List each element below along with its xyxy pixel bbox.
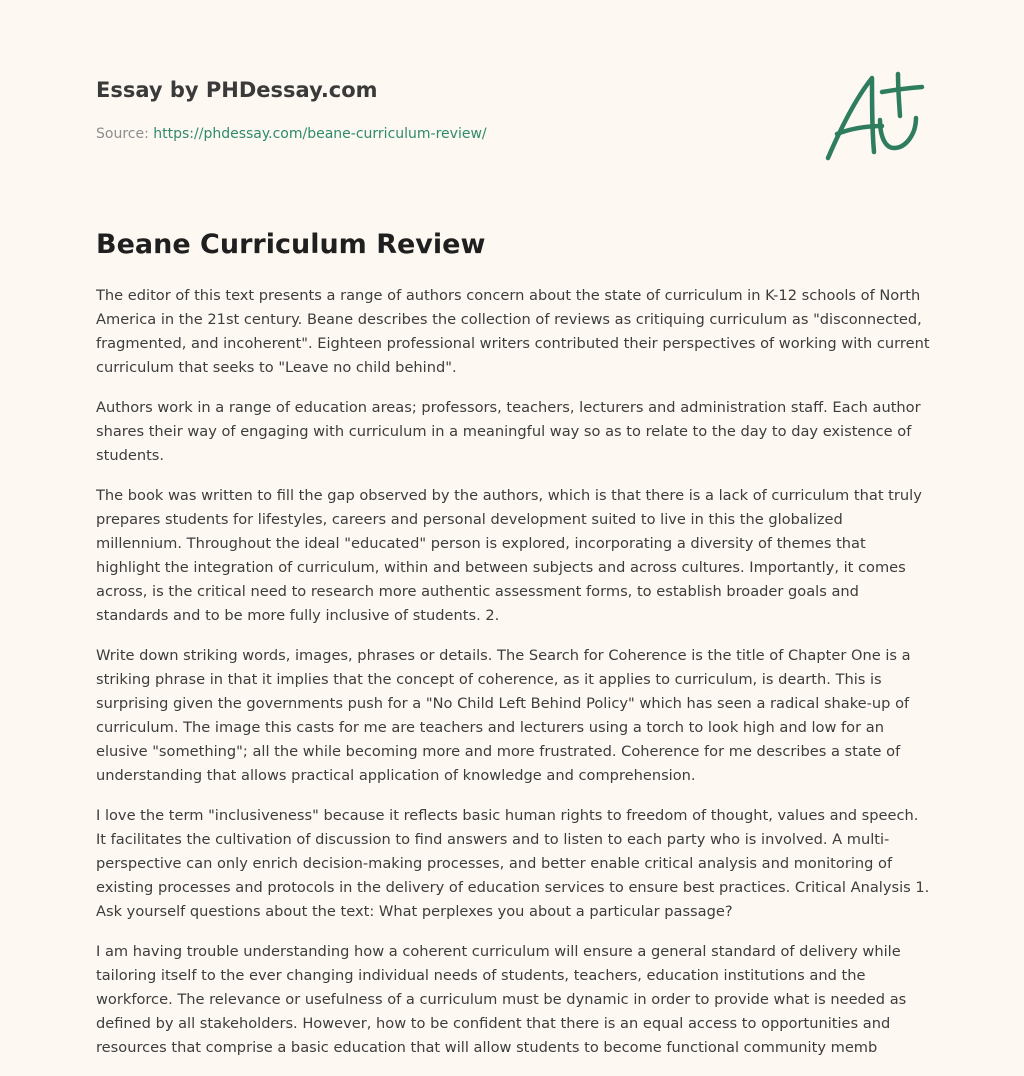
paragraph: I am having trouble understanding how a coherent curriculum will ensure a general standard of delivery while tailoring itself to the ever changing individual needs of students, teachers, education institutions and the workforce. The relevance or usefulness of a curriculum must be dynamic in order to provide what is needed as defined by all stakeholders. However, how to be confident that there is an equal access to opportunities and resources that comprise a basic education that will allow students to become functional community memb [96,943,907,1056]
document-header [96,76,487,142]
paragraph: The editor of this text presents a range of authors concern about the state of curriculum in K-12 schools of North America in the 21st century. Beane describes the collection of reviews as critiquing curriculum as "disconnected, fragmented, and incoherent". Eighteen professional writers contributed their perspectives of working with current curriculum that seeks to "Leave no child behind". [96,287,930,376]
paragraph: The book was written to fill the gap observed by the authors, which is that there is a lack of curriculum that truly prepares students for lifestyles, careers and personal development suited to live in this the globalized millennium. Throughout the ideal "educated" person is explored, incorporating a diversity of themes that highlight the integration of curriculum, within and between subjects and across cultures. Importantly, it comes across, is the critical need to research more authentic assessment forms, to establish broader goals and standards and to be more fully inclusive of students. 2. [96,487,922,624]
site-brand: Essay by PHDessay.com [96,78,378,102]
paragraph: I love the term "inclusiveness" because it reflects basic human rights to freedom of thought, values and speech. It facilitates the cultivation of discussion to find answers and to listen to each party who is involved. A multi-perspective can only enrich decision-making processes, and better enable critical analysis and monitoring of existing processes and protocols in the delivery of education services to ensure best practices. Critical Analysis 1. Ask yourself questions about the text: What perplexes you about a particular passage? [96,807,930,920]
source-link[interactable]: https://phdessay.com/beane-curriculum-review/ [153,126,487,142]
paragraph: Write down striking words, images, phrases or details. The Search for Coherence is the title of Chapter One is a striking phrase in that it implies that the concept of coherence, as it applies to curriculum, is dearth. This is surprising given the governments push for a "No Child Left Behind Policy" which has seen a radical shake-up of curriculum. The image this casts for me are teachers and lecturers using a torch to look high and low for an elusive "something"; all the while becoming more and more frustrated. Coherence for me describes a state of understanding that allows practical application of knowledge and comprehension. [96,647,911,784]
a-plus-grade-icon [822,68,926,164]
essay-title: Beane Curriculum Review [96,229,486,260]
source-line [96,124,487,144]
source-label: Source: [96,126,154,142]
essay-body [96,284,932,1076]
paragraph: Authors work in a range of education areas; professors, teachers, lecturers and administration staff. Each author shares their way of engaging with curriculum in a meaningful way so as to relate to the day to day existence of students. [96,399,921,464]
